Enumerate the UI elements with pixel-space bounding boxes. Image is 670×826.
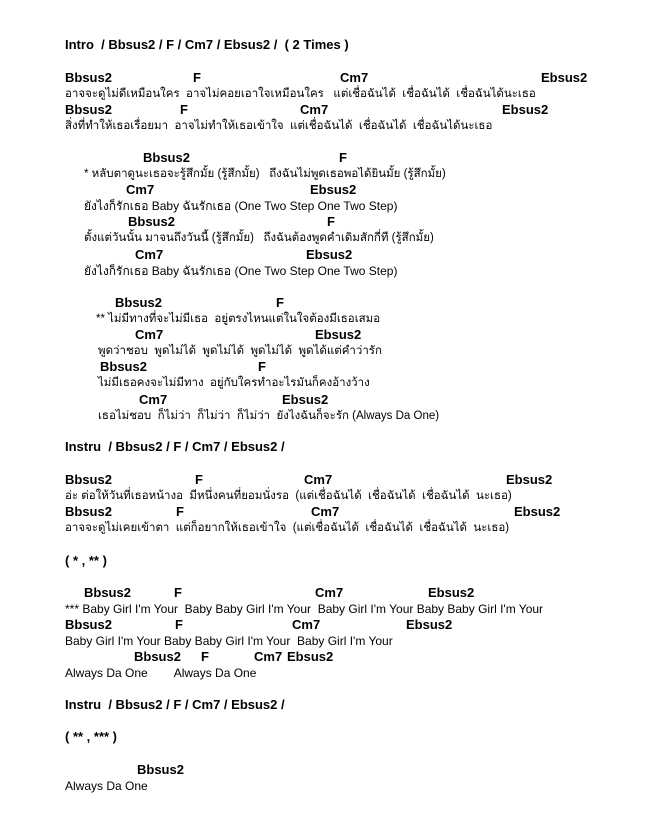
chord: Bbsus2 — [65, 472, 112, 487]
chord: Ebsus2 — [282, 392, 329, 407]
chord: Cm7 — [315, 585, 344, 600]
chord: Bbsus2 — [134, 649, 181, 664]
chord: Ebsus2 — [541, 70, 588, 85]
chord: Bbsus2 — [115, 295, 162, 310]
chord: Cm7 — [135, 247, 164, 262]
chord: F — [327, 214, 335, 229]
chord: Ebsus2 — [502, 102, 549, 117]
chord: Ebsus2 — [315, 327, 362, 342]
chord: Bbsus2 — [65, 70, 112, 85]
lyric-line: Baby Girl I'm Your Baby Baby Girl I'm Your Baby Girl I'm Your — [65, 634, 393, 648]
chord: Cm7 — [300, 102, 329, 117]
chord: Ebsus2 — [514, 504, 561, 519]
chord: F — [174, 585, 182, 600]
chord: F — [276, 295, 284, 310]
repeat-marker: ( * , ** ) — [65, 553, 107, 568]
chord: Cm7 — [254, 649, 283, 664]
lyric-line: ไม่มีเธอคงจะไม่มีทาง อยู่กับใครทำอะไรมันก็คงอ้างว้าง — [98, 377, 370, 389]
chord: Bbsus2 — [137, 762, 184, 777]
lyric-line: * หลับตาดูนะเธอจะรู้สึกมั้ย (รู้สึกมั้ย) ถึงฉันไม่พูดเธอพอได้ยินมั้ย (รู้สึกมั้ย) — [84, 168, 446, 180]
chord: Bbsus2 — [65, 617, 112, 632]
chord: Bbsus2 — [143, 150, 190, 165]
chord: Cm7 — [139, 392, 168, 407]
intro-heading: Intro / Bbsus2 / F / Cm7 / Ebsus2 / ( 2 Times ) — [65, 37, 349, 52]
chord: Bbsus2 — [100, 359, 147, 374]
lyric-line: พูดว่าชอบ พูดไม่ได้ พูดไม่ได้ พูดไม่ได้ พูดได้แต่คำว่ารัก — [98, 345, 382, 357]
chord: F — [195, 472, 203, 487]
lyric-line: Always Da One Always Da One — [65, 666, 257, 680]
chord: Ebsus2 — [306, 247, 353, 262]
chord: Bbsus2 — [65, 102, 112, 117]
chord: Ebsus2 — [428, 585, 475, 600]
chord: F — [180, 102, 188, 117]
chord: Cm7 — [311, 504, 340, 519]
chord: Bbsus2 — [128, 214, 175, 229]
chord: Cm7 — [340, 70, 369, 85]
lyric-line: ** ไม่มีทางที่จะไม่มีเธอ อยู่ตรงไหนแต่ในใจต้องมีเธอเสมอ — [96, 313, 381, 325]
lyric-line: อ่ะ ต่อให้วันที่เธอหน้างอ มีหนึ่งคนที่ยอมนั่งรอ (แต่เชื่อฉันได้ เชื่อฉันได้ เชื่อฉันได้ นะเธอ) — [65, 490, 512, 502]
chord: Ebsus2 — [310, 182, 357, 197]
chord: F — [176, 504, 184, 519]
chord: F — [193, 70, 201, 85]
instrumental-heading: Instru / Bbsus2 / F / Cm7 / Ebsus2 / — [65, 697, 285, 712]
lyric-line: อาจจะดูไม่ดีเหมือนใคร อาจไม่คอยเอาใจเหมือนใคร แต่เชื่อฉันได้ เชื่อฉันได้ เชื่อฉันได้นะเธอ — [65, 88, 536, 100]
chord: Ebsus2 — [506, 472, 553, 487]
chord: Cm7 — [292, 617, 321, 632]
chord: Bbsus2 — [65, 504, 112, 519]
chord: Cm7 — [126, 182, 155, 197]
lyric-line: *** Baby Girl I'm Your Baby Baby Girl I'm Your Baby Girl I'm Your Baby Baby Girl I'm Your — [65, 602, 544, 616]
lyric-line: อาจจะดูไม่เคยเข้าตา แต่ก็อยากให้เธอเข้าใจ (แต่เชื่อฉันได้ เชื่อฉันได้ เชื่อฉันได้ นะเธอ) — [65, 522, 510, 534]
chord: F — [258, 359, 266, 374]
lyric-line: ยังไงก็รักเธอ Baby ฉันรักเธอ (One Two Step One Two Step) — [84, 264, 398, 278]
chord: F — [201, 649, 209, 664]
chord: Cm7 — [304, 472, 333, 487]
chord: Ebsus2 — [287, 649, 334, 664]
chord: Bbsus2 — [84, 585, 131, 600]
lyric-line: สิ่งที่ทำให้เธอเรื่อยมา อาจไม่ทำให้เธอเข้าใจ แต่เชื่อฉันได้ เชื่อฉันได้ เชื่อฉันได้นะเธอ — [65, 120, 493, 132]
lyric-line: Always Da One — [65, 779, 148, 793]
lyric-line: ตั้งแต่วันนั้น มาจนถึงวันนี้ (รู้สึกมั้ย) ถึงฉันต้องพูดคำเดิมสักกี่ที (รู้สึกมั้ย) — [84, 232, 434, 244]
chord: F — [175, 617, 183, 632]
chord: Ebsus2 — [406, 617, 453, 632]
lyric-line: เธอไม่ชอบ ก็ไม่ว่า ก็ไม่ว่า ก็ไม่ว่า ยังไงฉันก็จะรัก (Always Da One) — [98, 410, 440, 422]
chord: Cm7 — [135, 327, 164, 342]
repeat-marker: ( ** , *** ) — [65, 729, 118, 744]
lyric-line: ยังไงก็รักเธอ Baby ฉันรักเธอ (One Two Step One Two Step) — [84, 199, 398, 213]
chord: F — [339, 150, 347, 165]
instrumental-heading: Instru / Bbsus2 / F / Cm7 / Ebsus2 / — [65, 439, 285, 454]
